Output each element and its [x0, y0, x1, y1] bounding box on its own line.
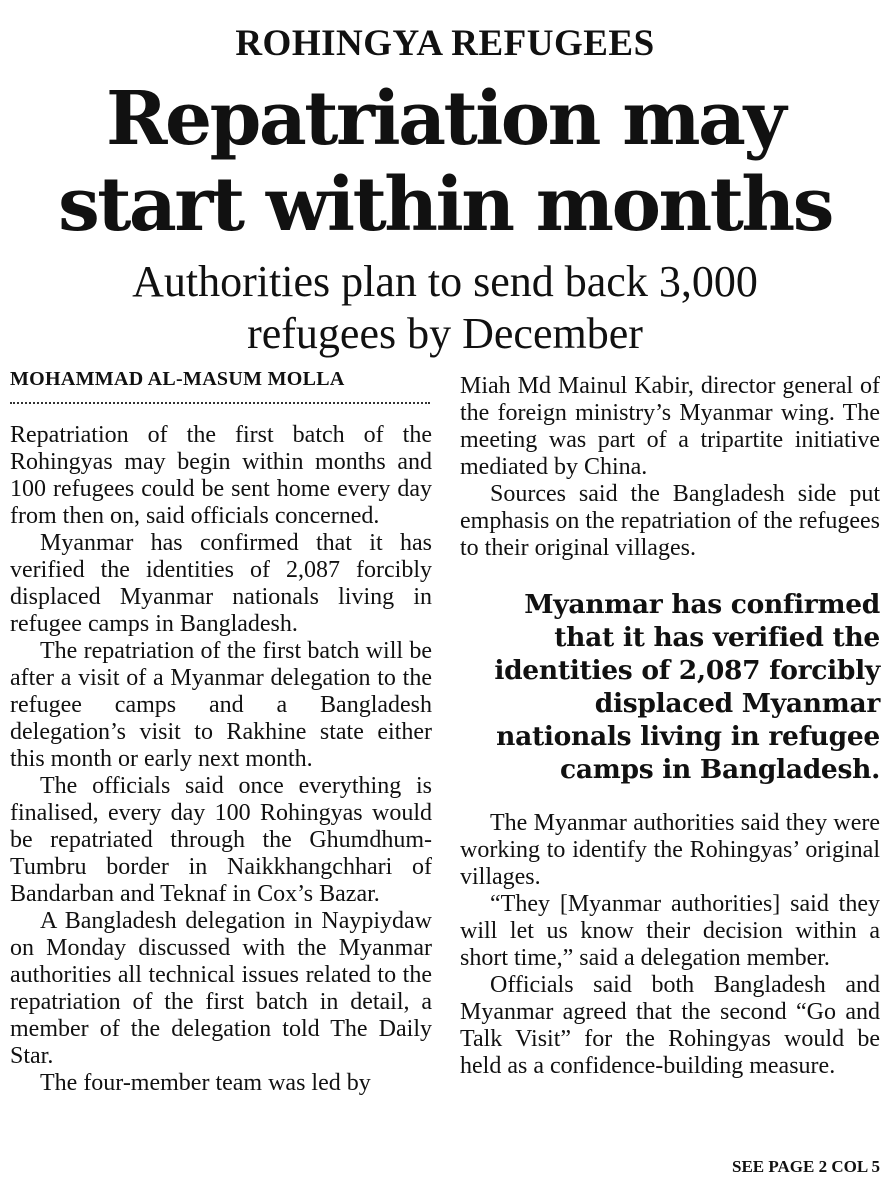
byline-divider: [10, 402, 430, 404]
body-column-right-bottom: [460, 810, 880, 1080]
section-kicker: ROHINGYA REFUGEES: [235, 23, 655, 64]
paragraph: The Myanmar authorities said they were working to identify the Rohingyas’ original villages.: [460, 810, 880, 890]
byline: MOHAMMAD AL-MASUM MOLLA: [10, 368, 345, 390]
subheadline-line-1: Authorities plan to send back 3,000: [132, 257, 758, 306]
pull-quote: Myanmar has confirmed that it has verified the identities of 2,087 forcibly displaced Myanmar nationals living in refugee camps in Bangladesh.: [494, 589, 880, 785]
subheadline: [0, 256, 890, 360]
paragraph: “They [Myanmar authorities] said they will let us know their decision within a short time,” said a delegation member.: [460, 891, 880, 971]
paragraph: The four-member team was led by: [40, 1070, 371, 1096]
continued-jump-line: SEE PAGE 2 COL 5: [732, 1157, 880, 1176]
paragraph: A Bangladesh delegation in Naypiydaw on Monday discussed with the Myanmar authorities all technical issues related to the repatriation of the first batch in detail, a member of the delegation told The Daily Star.: [10, 908, 432, 1069]
paragraph: Repatriation of the first batch of the Rohingyas may begin within months and 100 refugees could be sent home every day from then on, said officials concerned.: [10, 422, 432, 529]
body-column-left: [10, 422, 432, 1097]
paragraph: The officials said once everything is finalised, every day 100 Rohingyas would be repatriated through the Ghumdhum-Tumbru border in Naikkhangchhari of Bandarban and Teknaf in Cox’s Bazar.: [10, 773, 432, 907]
paragraph: Sources said the Bangladesh side put emphasis on the repatriation of the refugees to their original villages.: [460, 481, 880, 561]
subheadline-line-2: refugees by December: [247, 309, 643, 358]
headline: [0, 76, 890, 248]
paragraph: Miah Md Mainul Kabir, director general of the foreign ministry’s Myanmar wing. The meeting was part of a tripartite initiative mediated by China.: [460, 373, 880, 480]
paragraph: Officials said both Bangladesh and Myanmar agreed that the second “Go and Talk Visit” for the Rohingyas would be held as a confidence-building measure.: [460, 972, 880, 1079]
headline-line-1: Repatriation may: [106, 76, 784, 162]
body-column-right-top: [460, 373, 880, 562]
paragraph: Myanmar has confirmed that it has verified the identities of 2,087 forcibly displaced Myanmar nationals living in refugee camps in Bangladesh.: [10, 530, 432, 637]
headline-line-2: start within months: [58, 162, 832, 248]
paragraph: The repatriation of the first batch will be after a visit of a Myanmar delegation to the refugee camps and a Bangladesh delegation’s visit to Rakhine state either this month or early next month.: [10, 638, 432, 772]
